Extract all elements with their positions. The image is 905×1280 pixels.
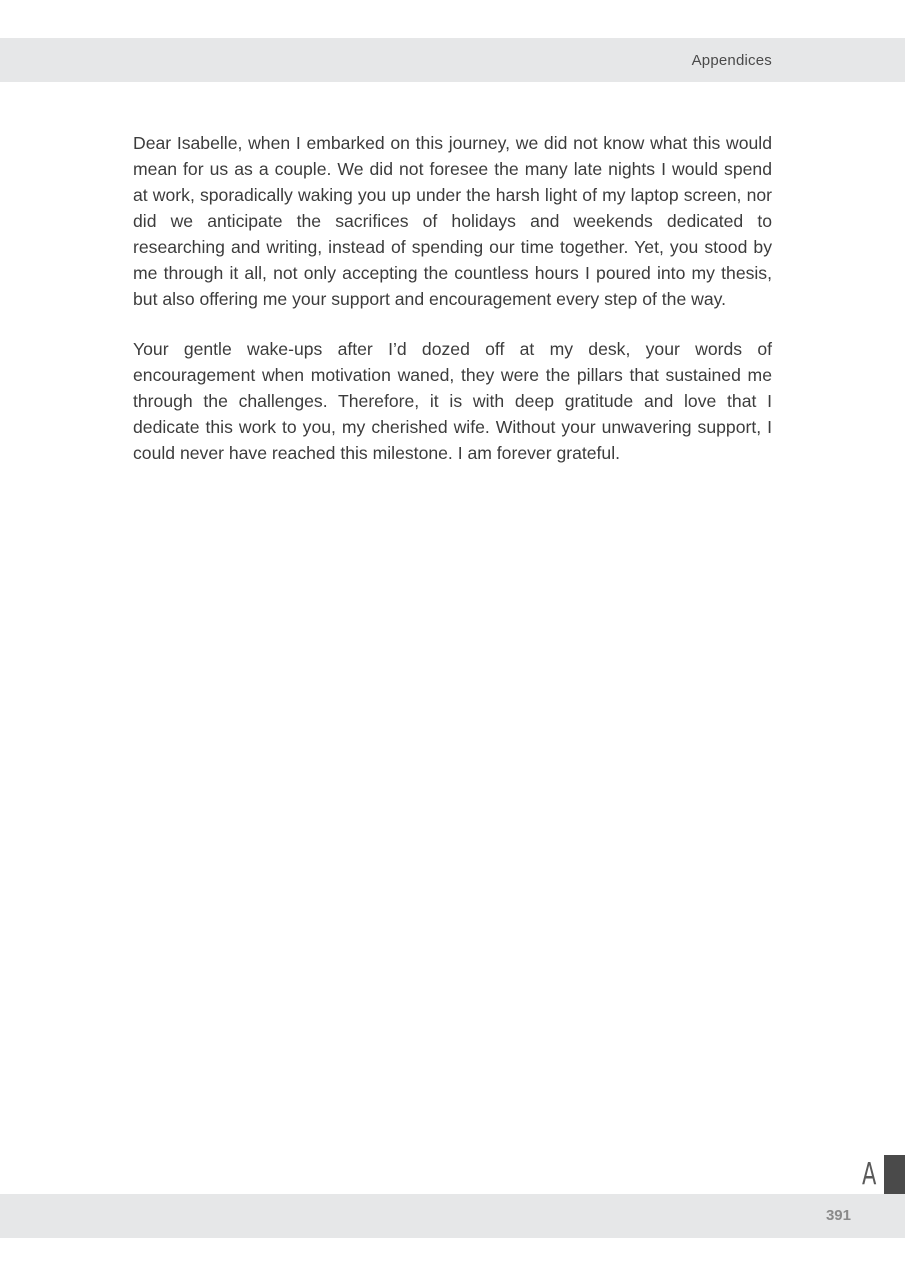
paragraph-1: Dear Isabelle, when I embarked on this journey, we did not know what this would mean for us as a couple. We did not foresee the many late nights I would spend at work, sporadically waking you up under the harsh light of my laptop screen, nor did we anticipate the sacrifices of holidays and weekends dedicated to researching and writing, instead of spending our time together. Yet, you stood by me through it all, not only accepting the countless hours I poured into my thesis, but also offering me your support and encouragement every step of the way. <box>133 133 772 309</box>
thumb-index-letter: A <box>862 1157 877 1192</box>
paragraph-2: Your gentle wake-ups after I’d dozed off at my desk, your words of encouragement when motivation waned, they were the pillars that sustained me through the challenges. Therefore, it is with deep gratitude and love that I dedicate this work to you, my cherished wife. Without your unwavering support, I could never have reached this milestone. I am forever grateful. <box>133 339 772 463</box>
thumb-index-tab <box>884 1155 905 1194</box>
body-text <box>133 130 772 490</box>
header-band <box>0 38 905 82</box>
footer-band <box>0 1194 905 1238</box>
running-head: Appendices <box>691 52 772 69</box>
page-number: 391 <box>825 1207 851 1224</box>
